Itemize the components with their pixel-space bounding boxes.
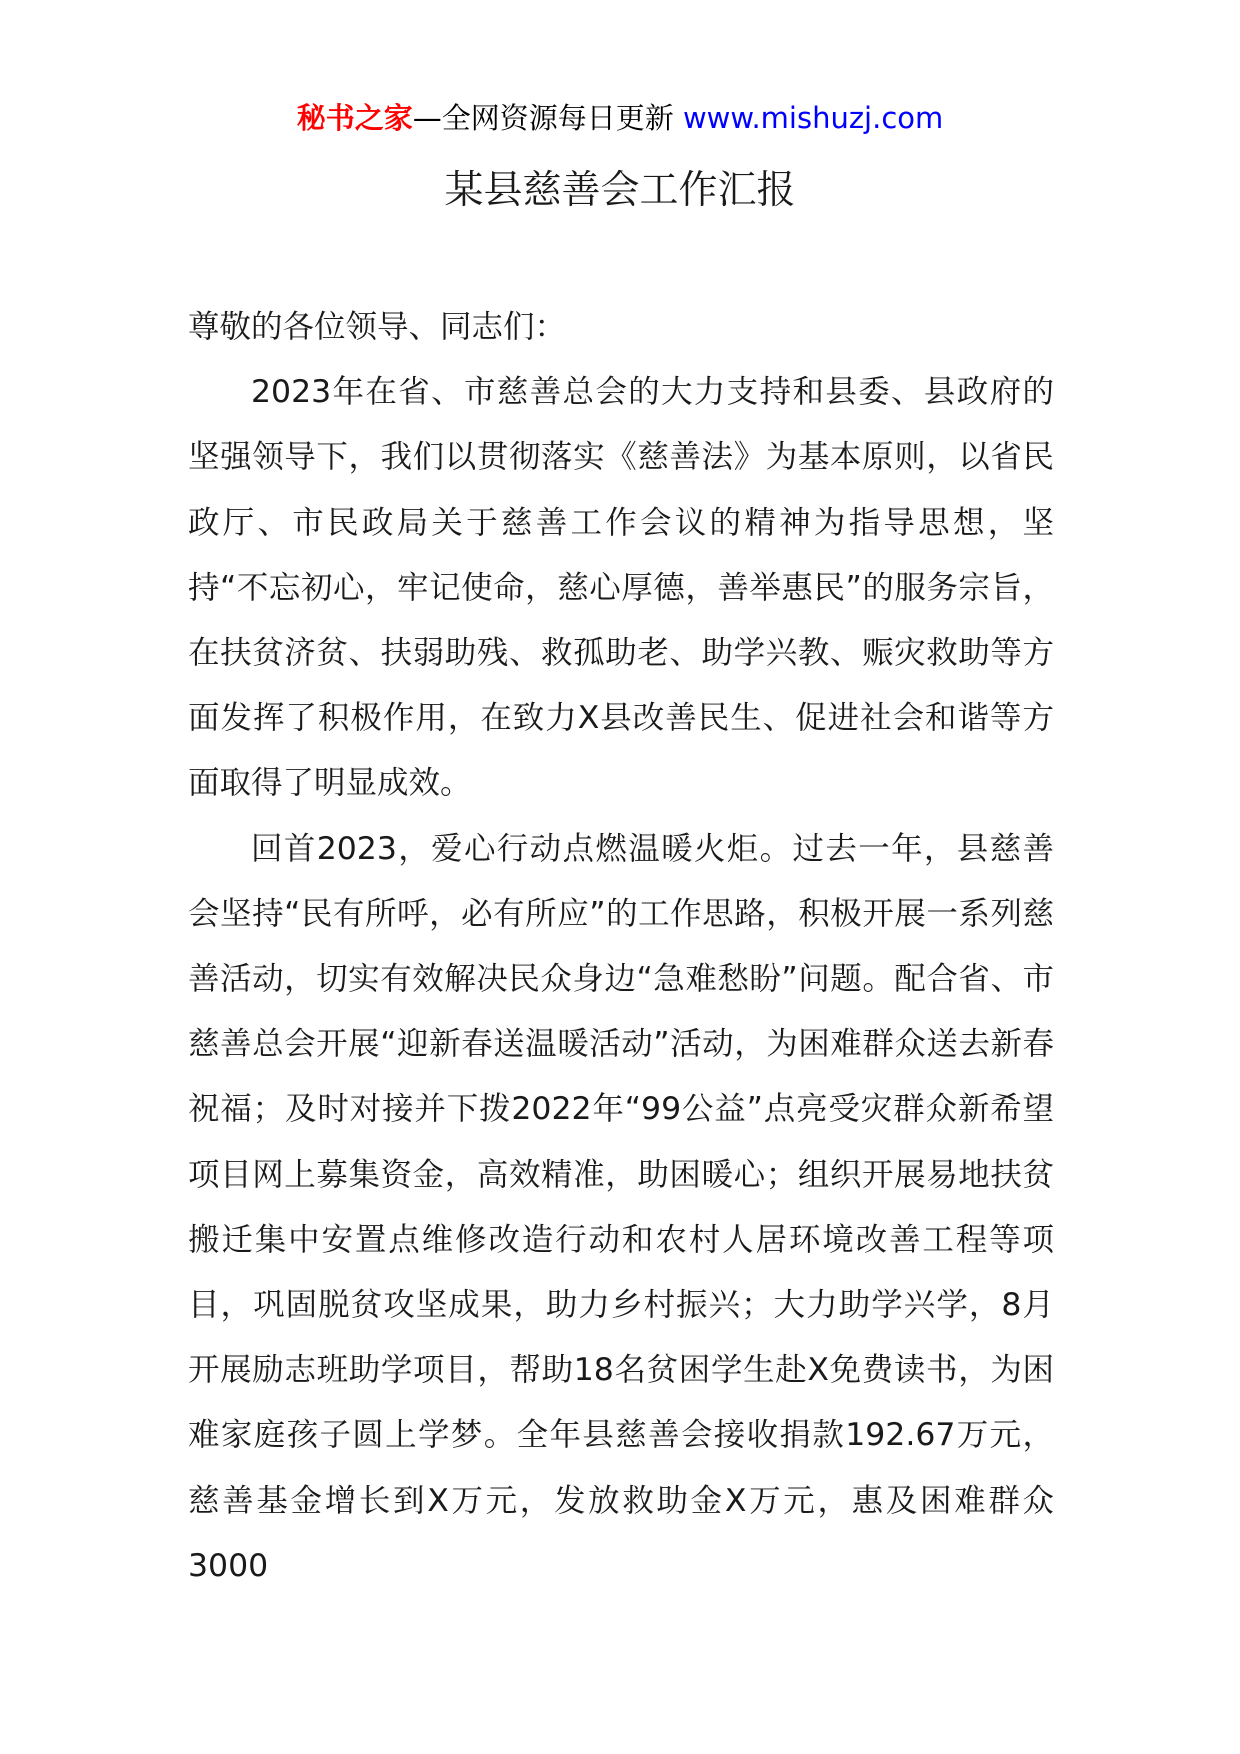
header-tagline: —全网资源每日更新 [412,101,674,135]
site-header [0,98,1240,138]
paragraph-intro: 2023年在省、市慈善总会的大力支持和县委、县政府的坚强领导下，我们以贯彻落实《慈善法》为基本原则，以省民政厅、市民政局关于慈善工作会议的精神为指导思想，坚持“不忘初心，牢记使命，慈心厚德，善举惠民”的服务宗旨，在扶贫济贫、扶弱助残、救孤助老、助学兴教、赈灾救助等方面发挥了积极作用，在致力X县改善民生、促进社会和谐等方面取得了明显成效。 [188,374,1054,802]
paragraph-review: 回首2023，爱心行动点燃温暖火炬。过去一年，县慈善会坚持“民有所呼，必有所应”的工作思路，积极开展一系列慈善活动，切实有效解决民众身边“急难愁盼”问题。配合省、市慈善总会开展“迎新春送温暖活动”活动，为困难群众送去新春祝福；及时对接并下拨2022年“99公益”点亮受灾群众新希望项目网上募集资金，高效精准，助困暖心；组织开展易地扶贫搬迁集中安置点维修改造行动和农村人居环境改善工程等项目，巩固脱贫攻坚成果，助力乡村振兴；大力助学兴学，8月开展励志班助学项目，帮助18名贫困学生赴X免费读书，为困难家庭孩子圆上学梦。全年县慈善会接收捐款192.67万元，慈善基金增长到X万元，发放救助金X万元，惠及困难群众3000 [188,830,1054,1584]
site-url-link[interactable]: www.mishuzj.com [682,101,944,135]
document-body [188,295,1054,1599]
salutation: 尊敬的各位领导、同志们： [188,309,567,345]
document-title: 某县慈善会工作汇报 [444,168,796,213]
brand-name: 秘书之家 [296,101,413,135]
